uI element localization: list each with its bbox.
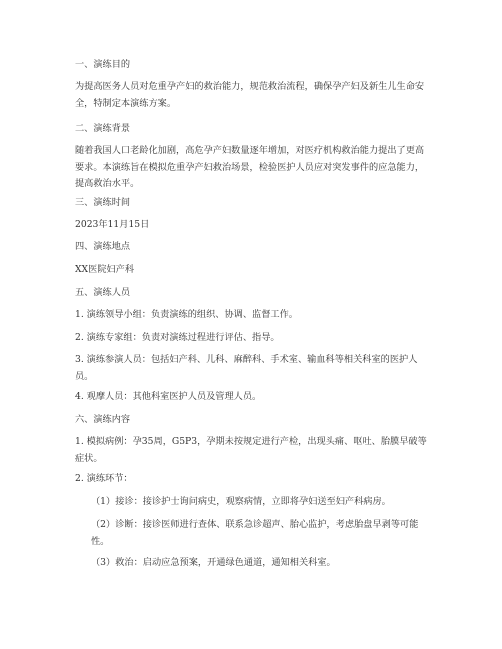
section-heading-purpose: 一、演练目的 — [75, 59, 131, 70]
section-heading-background: 二、演练背景 — [75, 123, 131, 134]
content-subitem: （3）救治：启动应急预案，开通绿色通道，通知相关科室。 — [91, 557, 336, 568]
section-body-background: 随着我国人口老龄化加剧，高危孕产妇数量逐年增加，对医疗机构救治能力提出了更高要求。本演练旨在模拟危重孕产妇救治场景，检验医护人员应对突发事件的应急能力，提高救治水平。 — [75, 145, 425, 189]
section-heading-location: 四、演练地点 — [75, 241, 131, 252]
content-subitem: （1）接诊：接诊护士询问病史，观察病情，立即将孕妇送至妇产科病房。 — [91, 496, 391, 507]
personnel-item: 4. 观摩人员：其他科室医护人员及管理人员。 — [75, 391, 262, 402]
section-body-purpose: 为提高医务人员对危重孕产妇的救治能力，规范救治流程，确保孕产妇及新生儿生命安全，特制定本演练方案。 — [75, 81, 425, 109]
section-body-location: XX医院妇产科 — [75, 264, 135, 275]
content-item: 2. 演练环节： — [75, 473, 133, 484]
section-heading-personnel: 五、演练人员 — [75, 287, 131, 298]
content-subitem: （2）诊断：接诊医师进行查体、联系急诊超声、胎心监护，考虑胎盘早剥等可能性。 — [91, 519, 419, 547]
personnel-item: 2. 演练专家组：负责对演练过程进行评估、指导。 — [75, 332, 280, 343]
section-heading-time: 三、演练时间 — [75, 197, 131, 208]
personnel-item: 1. 演练领导小组：负责演练的组织、协调、监督工作。 — [75, 309, 298, 320]
section-heading-content: 六、演练内容 — [75, 414, 131, 425]
content-item: 1. 模拟病例：孕35周，G5P3，孕期未按规定进行产检，出现头痛、呕吐、胎膜早破等症状。 — [75, 436, 427, 464]
personnel-item: 3. 演练参演人员：包括妇产科、儿科、麻醉科、手术室、输血科等相关科室的医护人员。 — [75, 354, 418, 382]
section-body-time: 2023年11月15日 — [75, 219, 150, 230]
